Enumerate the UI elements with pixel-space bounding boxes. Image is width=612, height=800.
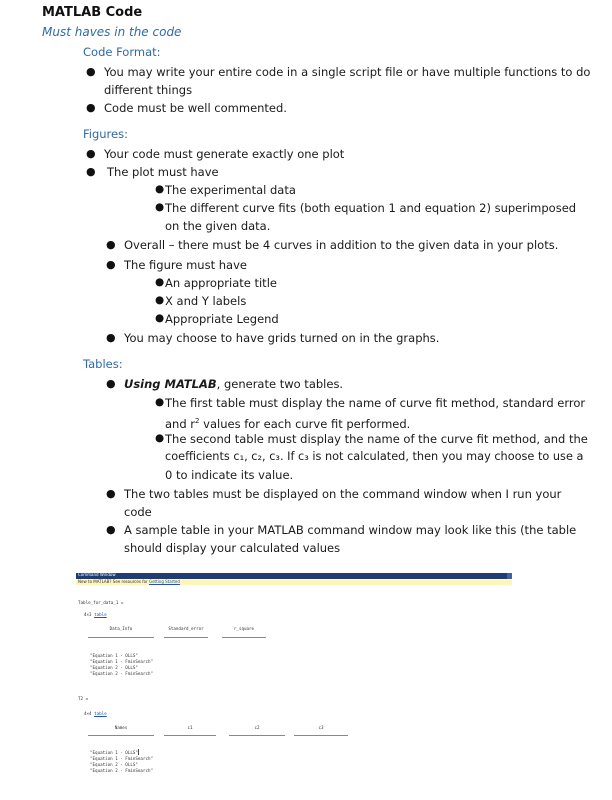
- tables-item-1: [124, 375, 343, 393]
- bullet-icon: ●: [155, 276, 165, 288]
- bullet-icon: ●: [106, 377, 116, 390]
- table2-row: "Equation 1 - OLLS": [90, 750, 138, 755]
- code-format-item-1: You may write your entire code in a single script file or have multiple functions to do: [104, 65, 591, 79]
- command-window-info-bar: [76, 580, 512, 585]
- info-message: New to MATLAB? See resources for: [78, 579, 149, 584]
- figures-sub-4: X and Y labels: [165, 294, 247, 308]
- tables-item-2-cont: code: [124, 505, 152, 519]
- info-text: [78, 579, 180, 584]
- table1-row: "Equation 1 - FminSearch": [90, 659, 154, 664]
- command-window-title: Command Window: [78, 572, 116, 577]
- table2-header-c2: c2: [254, 725, 260, 730]
- table2-header-underline: [164, 735, 216, 736]
- table1-row: "Equation 2 - FminSearch": [90, 671, 154, 676]
- table1-row: "Equation 2 - OLLS": [90, 665, 138, 670]
- tables-sub-2: The second table must display the name of the curve fit method, and the: [165, 432, 588, 446]
- bullet-icon: ●: [106, 487, 116, 500]
- command-window-menu-icon[interactable]: [507, 573, 512, 579]
- bullet-icon: ●: [106, 523, 116, 536]
- bullet-icon: ●: [106, 331, 116, 344]
- figures-sub-5: Appropriate Legend: [165, 312, 279, 326]
- table2-row: "Equation 2 - OLLS": [90, 762, 138, 767]
- bullet-icon: ●: [86, 65, 96, 78]
- table1-row: "Equation 1 - OLLS": [90, 653, 138, 658]
- figures-sub-1: The experimental data: [165, 183, 296, 197]
- table1-header-standard-error: Standard_error: [168, 626, 204, 631]
- figures-item-2: The plot must have: [107, 165, 219, 179]
- tables-sub-1-text-a: and r: [165, 416, 196, 431]
- table1-label: Table_for_data_1 =: [78, 600, 124, 605]
- tables-sub-1-text-b: values for each curve fit performed.: [199, 416, 411, 431]
- figures-item-4: The figure must have: [124, 258, 247, 272]
- table2-header-c3: c3: [318, 725, 324, 730]
- figures-sub-3: An appropriate title: [165, 276, 277, 290]
- bullet-icon: ●: [155, 183, 165, 195]
- tables-item-1-rest: , generate two tables.: [216, 377, 344, 391]
- table1-type-link[interactable]: table: [94, 612, 107, 617]
- section-title-tables: Tables:: [83, 357, 123, 371]
- table2-type-link[interactable]: table: [94, 711, 107, 716]
- table2-label: T2 =: [78, 696, 89, 701]
- table1-header-underline: [88, 637, 154, 638]
- table1-size-text: 4×3: [84, 612, 95, 617]
- figures-sub-2: The different curve fits (both equation 1 and equation 2) superimposed: [165, 201, 577, 215]
- bullet-icon: ●: [86, 101, 96, 114]
- table2-header-underline: [229, 735, 285, 736]
- tables-sub-2-coefficients: coefficients c₁, c₂, c₃. If c₃ is not calculated, then you may choose to use a: [165, 450, 584, 463]
- bullet-icon: ●: [86, 147, 96, 160]
- section-title-figures: Figures:: [83, 127, 128, 141]
- figures-item-5: You may choose to have grids turned on in the graphs.: [124, 331, 440, 345]
- table2-header-c1: c1: [187, 725, 193, 730]
- section-title-code-format: Code Format:: [83, 45, 161, 59]
- page-subheading: Must haves in the code: [42, 25, 182, 39]
- bullet-icon: ●: [155, 294, 165, 306]
- table1-header-underline: [222, 637, 266, 638]
- table2-row: "Equation 1 - FminSearch": [90, 756, 154, 761]
- bullet-icon: ●: [106, 258, 116, 271]
- table1-header-r-square: r_square: [233, 626, 255, 631]
- superscript-2: 2: [195, 417, 200, 425]
- bullet-icon: ●: [86, 165, 96, 178]
- tables-sub-2-cont: 0 to indicate its value.: [165, 468, 294, 482]
- figures-item-1: Your code must generate exactly one plot: [104, 147, 345, 161]
- table2-size: [84, 711, 107, 716]
- figures-item-3: Overall – there must be 4 curves in addition to the given data in your plots.: [124, 238, 559, 252]
- tables-sub-1: The first table must display the name of curve fit method, standard error: [165, 396, 586, 410]
- bullet-icon: ●: [106, 238, 116, 251]
- table1-size: [84, 612, 107, 617]
- tables-item-2: The two tables must be displayed on the command window when I run your: [124, 487, 562, 501]
- table1-header-data-info: Data_Info: [109, 626, 133, 631]
- text-cursor: [138, 749, 139, 755]
- code-format-item-2: Code must be well commented.: [104, 101, 287, 115]
- table2-size-text: 4×4: [84, 711, 95, 716]
- page-heading: MATLAB Code: [42, 5, 143, 20]
- table2-row: "Equation 2 - FminSearch": [90, 768, 154, 773]
- bullet-icon: ●: [155, 201, 165, 213]
- bullet-icon: ●: [155, 432, 165, 444]
- figures-sub-2-cont: on the given data.: [165, 219, 271, 233]
- table1-header-underline: [164, 637, 208, 638]
- table2-header-underline: [294, 735, 348, 736]
- command-window: [76, 573, 512, 795]
- tables-item-3: A sample table in your MATLAB command window may look like this (the table: [124, 523, 577, 537]
- code-format-item-1-cont: different things: [104, 83, 193, 97]
- table2-header-names: Names: [114, 725, 128, 730]
- tables-item-3-cont: should display your calculated values: [124, 541, 341, 555]
- table2-header-underline: [88, 735, 154, 736]
- tables-item-1-bold: Using MATLAB: [124, 377, 217, 391]
- getting-started-link[interactable]: Getting Started: [148, 579, 180, 584]
- bullet-icon: ●: [155, 312, 165, 324]
- bullet-icon: ●: [155, 396, 165, 408]
